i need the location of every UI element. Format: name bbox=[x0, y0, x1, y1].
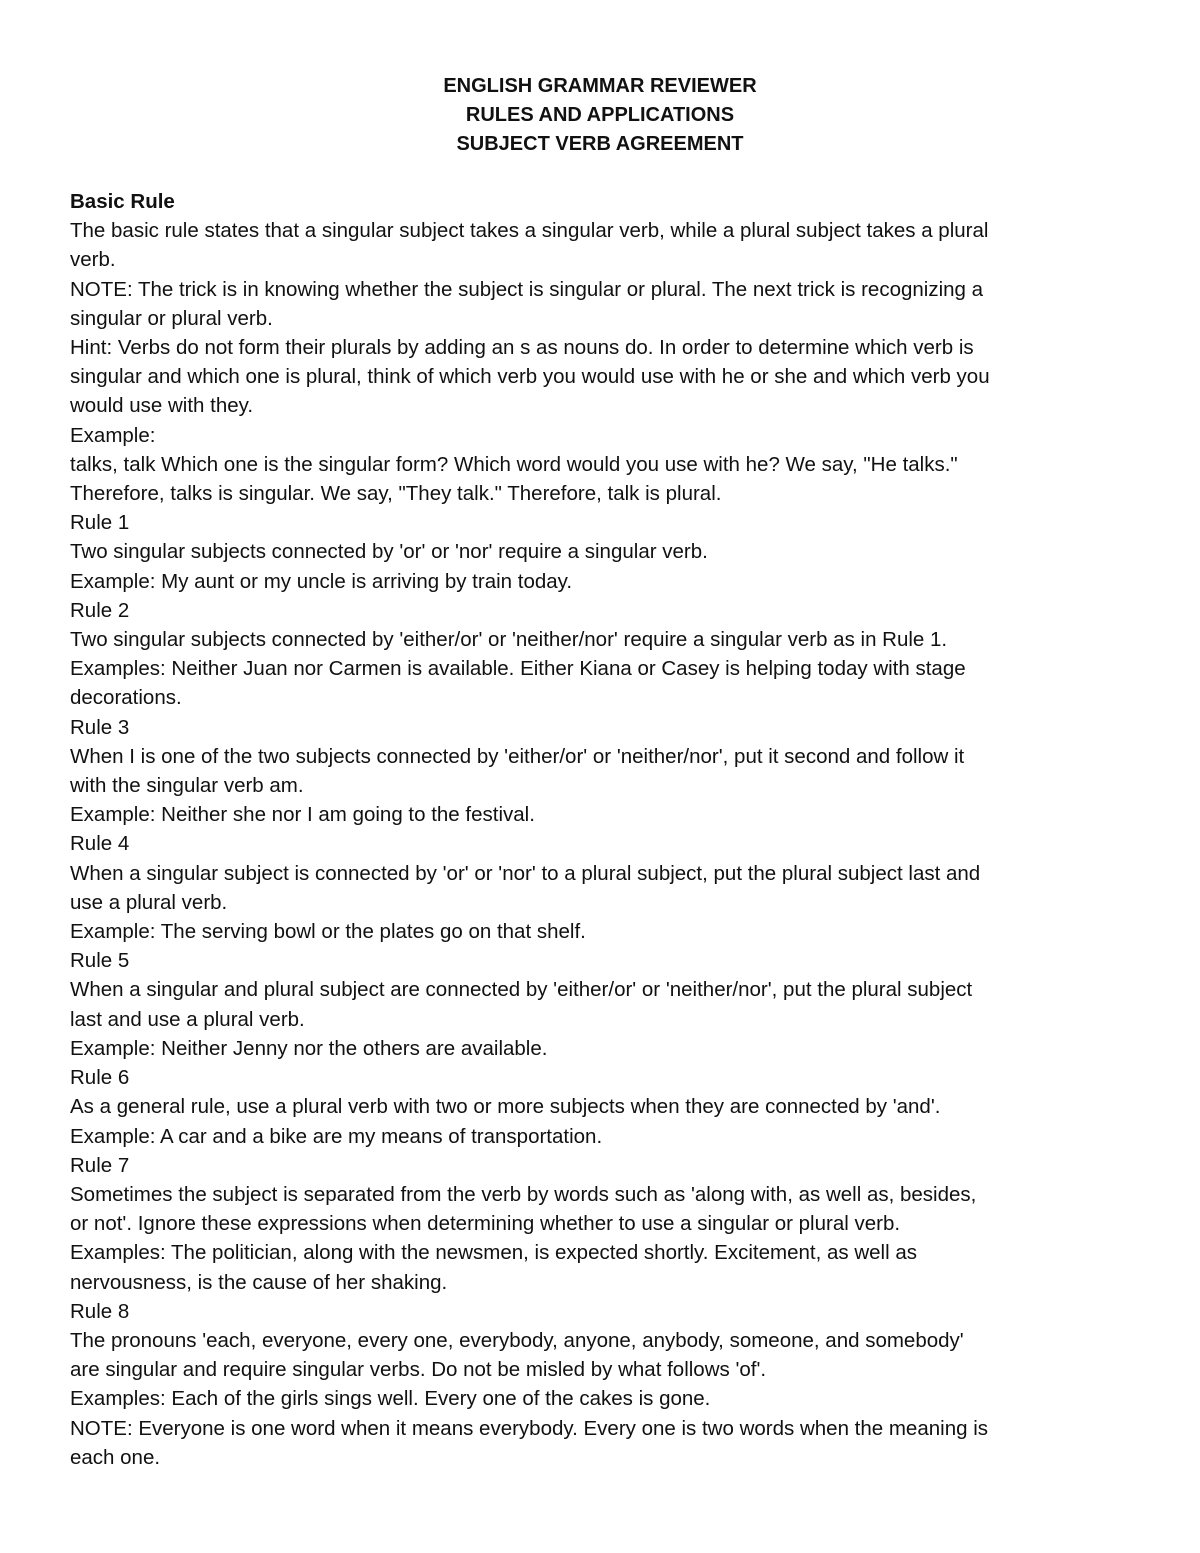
text-line: singular or plural verb. bbox=[70, 306, 273, 330]
text-line: The pronouns 'each, everyone, every one, everybody, anyone, anybody, someone, and somebody' bbox=[70, 1328, 964, 1352]
text-line: NOTE: The trick is in knowing whether the subject is singular or plural. The next trick is recognizing a bbox=[70, 277, 984, 301]
text-line: singular and which one is plural, think of which verb you would use with he or she and which verb you bbox=[70, 365, 990, 389]
rule-heading: Rule 3 bbox=[70, 715, 130, 739]
text-line: Example: Neither Jenny nor the others are available. bbox=[70, 1036, 548, 1060]
section-rule-1 bbox=[70, 508, 1132, 596]
document-title bbox=[0, 72, 1200, 159]
section-rule-8 bbox=[70, 1297, 1132, 1472]
text-line: decorations. bbox=[70, 686, 182, 710]
document-body bbox=[70, 187, 1132, 1472]
text-line: each one. bbox=[70, 1445, 161, 1469]
text-line: with the singular verb am. bbox=[70, 774, 304, 798]
text-line: Two singular subjects connected by 'or' or 'nor' require a singular verb. bbox=[70, 540, 708, 564]
section-heading: Basic Rule bbox=[70, 190, 175, 213]
section-rule-6 bbox=[70, 1063, 1132, 1151]
section-rule-3 bbox=[70, 713, 1132, 830]
rule-heading: Rule 7 bbox=[70, 1153, 130, 1177]
text-line: When a singular subject is connected by 'or' or 'nor' to a plural subject, put the plural subject last and bbox=[70, 861, 981, 885]
section-rule-7 bbox=[70, 1151, 1132, 1297]
text-line: Sometimes the subject is separated from the verb by words such as 'along with, as well as, besides, bbox=[70, 1182, 977, 1206]
text-line: would use with they. bbox=[70, 394, 254, 418]
title-line: SUBJECT VERB AGREEMENT bbox=[456, 133, 744, 155]
text-line: Two singular subjects connected by 'either/or' or 'neither/nor' require a singular verb as in Rule 1. bbox=[70, 628, 948, 652]
section-rule-2 bbox=[70, 596, 1132, 713]
text-line: Examples: Each of the girls sings well. Every one of the cakes is gone. bbox=[70, 1387, 711, 1411]
rule-heading: Rule 1 bbox=[70, 511, 130, 535]
section-basic-rule bbox=[70, 187, 1132, 508]
text-line: nervousness, is the cause of her shaking. bbox=[70, 1270, 448, 1294]
rule-heading: Rule 8 bbox=[70, 1299, 130, 1323]
text-line: Therefore, talks is singular. We say, "They talk." Therefore, talk is plural. bbox=[70, 482, 722, 506]
text-line: verb. bbox=[70, 248, 116, 272]
text-line: Hint: Verbs do not form their plurals by adding an s as nouns do. In order to determine which verb is bbox=[70, 336, 974, 360]
text-line: Examples: The politician, along with the newsmen, is expected shortly. Excitement, as well as bbox=[70, 1241, 917, 1265]
text-line: are singular and require singular verbs. Do not be misled by what follows 'of'. bbox=[70, 1358, 767, 1382]
text-line: When a singular and plural subject are connected by 'either/or' or 'neither/nor', put the plural subject bbox=[70, 978, 973, 1002]
rule-heading: Rule 5 bbox=[70, 949, 130, 973]
rule-heading: Rule 2 bbox=[70, 598, 130, 622]
text-line: The basic rule states that a singular subject takes a singular verb, while a plural subject takes a plural bbox=[70, 219, 989, 243]
text-line: use a plural verb. bbox=[70, 890, 228, 914]
title-line: ENGLISH GRAMMAR REVIEWER bbox=[443, 75, 757, 97]
text-line: Example: The serving bowl or the plates go on that shelf. bbox=[70, 920, 586, 944]
text-line: Example: A car and a bike are my means of transportation. bbox=[70, 1124, 603, 1148]
text-line: Example: My aunt or my uncle is arriving by train today. bbox=[70, 569, 573, 593]
text-line: NOTE: Everyone is one word when it means everybody. Every one is two words when the meaning is bbox=[70, 1416, 988, 1440]
text-line: talks, talk Which one is the singular form? Which word would you use with he? We say, "He talks." bbox=[70, 452, 958, 476]
text-line: Example: bbox=[70, 423, 156, 447]
section-rule-5 bbox=[70, 946, 1132, 1063]
text-line: Example: Neither she nor I am going to the festival. bbox=[70, 803, 535, 827]
text-line: last and use a plural verb. bbox=[70, 1007, 305, 1031]
text-line: When I is one of the two subjects connected by 'either/or' or 'neither/nor', put it second and follow it bbox=[70, 744, 965, 768]
text-line: As a general rule, use a plural verb with two or more subjects when they are connected by 'and'. bbox=[70, 1095, 941, 1119]
text-line: Examples: Neither Juan nor Carmen is available. Either Kiana or Casey is helping today with stage bbox=[70, 657, 966, 681]
rule-heading: Rule 6 bbox=[70, 1066, 130, 1090]
rule-heading: Rule 4 bbox=[70, 832, 130, 856]
section-rule-4 bbox=[70, 829, 1132, 946]
text-line: or not'. Ignore these expressions when determining whether to use a singular or plural verb. bbox=[70, 1212, 901, 1236]
title-line: RULES AND APPLICATIONS bbox=[465, 104, 735, 126]
